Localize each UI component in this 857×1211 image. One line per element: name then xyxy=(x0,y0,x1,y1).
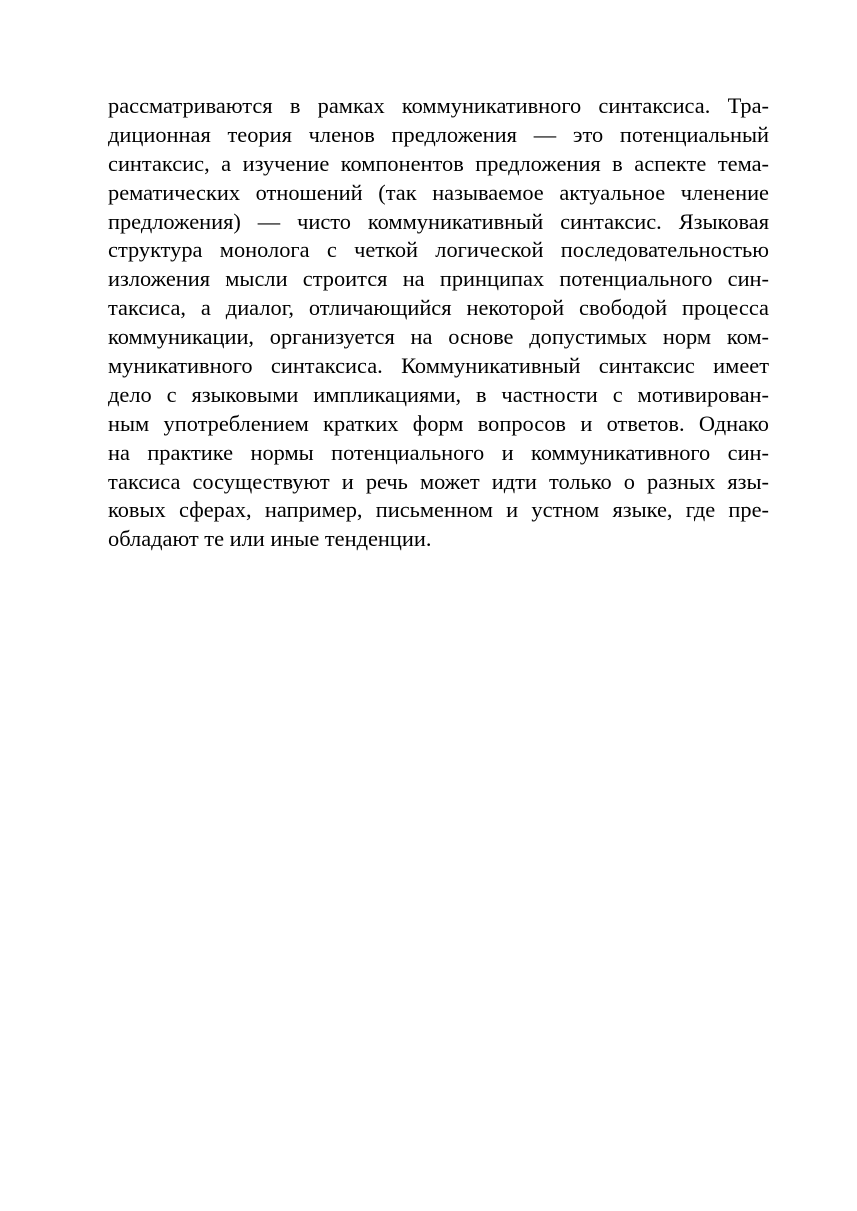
text-line: изложения мысли строится на принципах потенциального син- xyxy=(108,266,769,292)
text-line: ковых сферах, например, письменном и устном языке, где пре- xyxy=(108,497,769,523)
text-line-last: обладают те или иные тенденции. xyxy=(108,526,432,552)
text-line: рематических отношений (так называемое актуальное членение xyxy=(108,179,769,205)
text-line: диционная теория членов предложения — это потенциальный xyxy=(108,121,769,147)
text-line: таксиса сосуществуют и речь может идти только о разных язы- xyxy=(108,468,769,494)
text-line: предложения) — чисто коммуникативный синтаксис. Языковая xyxy=(108,208,769,234)
text-line: структура монолога с четкой логической последовательностью xyxy=(108,237,769,263)
text-line: таксиса, а диалог, отличающийся некоторой свободой процесса xyxy=(108,295,769,321)
text-line: на практике нормы потенциального и коммуникативного син- xyxy=(108,439,769,465)
body-paragraph xyxy=(108,92,769,554)
text-line: муникативного синтаксиса. Коммуникативный синтаксис имеет xyxy=(108,353,769,379)
text-line: ным употреблением кратких форм вопросов и ответов. Однако xyxy=(108,410,769,436)
text-line: синтаксис, а изучение компонентов предложения в аспекте тема- xyxy=(108,150,769,176)
text-line: дело с языковыми импликациями, в частности с мотивирован- xyxy=(108,381,769,407)
text-line: рассматриваются в рамках коммуникативного синтаксиса. Тра- xyxy=(108,93,769,118)
text-line: коммуникации, организуется на основе допустимых норм ком- xyxy=(108,324,769,350)
